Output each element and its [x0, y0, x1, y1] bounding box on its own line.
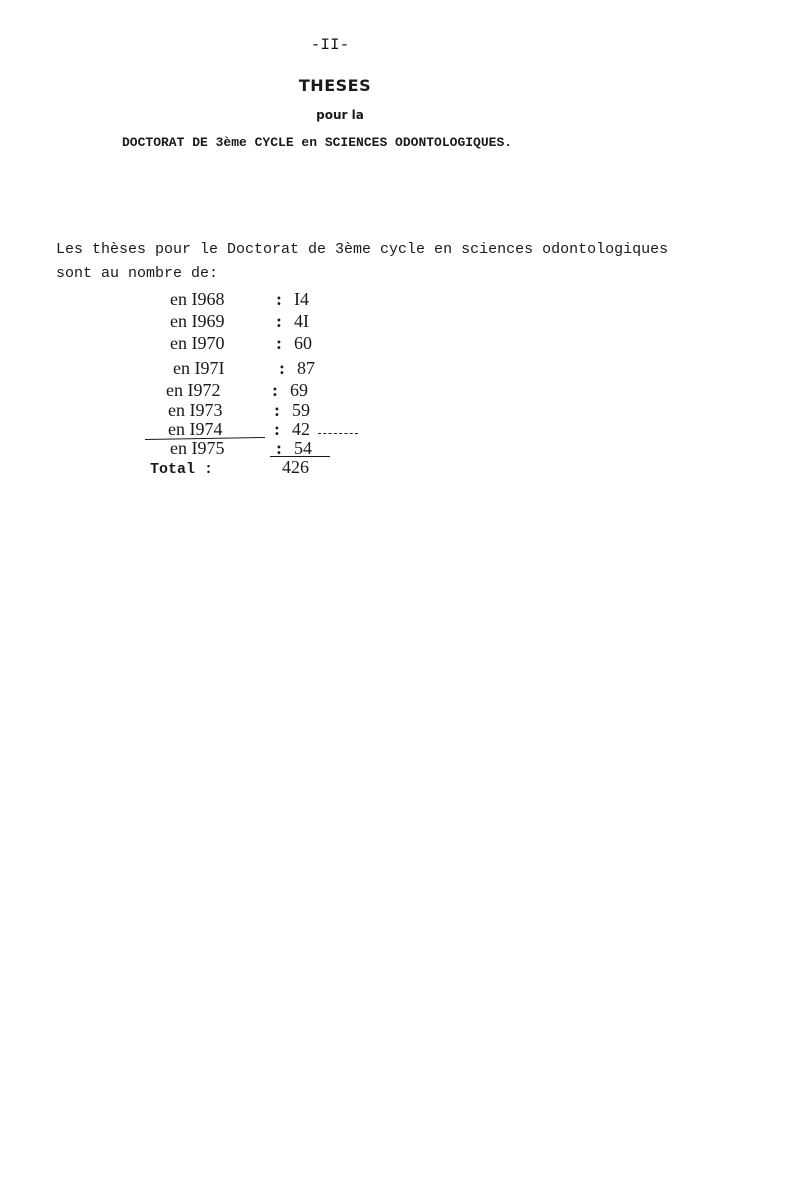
year-count: 87 [297, 358, 315, 378]
year-row-1972 [166, 379, 330, 401]
year-label: en I97I [173, 358, 225, 378]
total-row [150, 456, 309, 478]
year-count: 59 [292, 400, 310, 420]
year-label: en I972 [166, 380, 221, 400]
intro-line-1: Les thèses pour le Doctorat de 3ème cycle en sciences odontologiques [56, 241, 669, 258]
subtitle-pour: pour la [316, 108, 364, 122]
year-count: 60 [294, 333, 312, 353]
separator: : [276, 438, 282, 458]
year-row-1971 [173, 357, 337, 379]
year-count: 4I [294, 311, 309, 331]
separator: : [279, 358, 285, 378]
year-label: en I968 [170, 289, 225, 309]
intro-line-2: sont au nombre de: [56, 265, 219, 282]
separator: : [274, 419, 280, 439]
year-count: 69 [290, 380, 308, 400]
page-number: -II- [310, 36, 350, 54]
total-value: 426 [282, 457, 309, 477]
year-label: en I974 [168, 419, 223, 439]
separator: : [274, 400, 280, 420]
separator: : [272, 380, 278, 400]
year-count: I4 [294, 289, 309, 309]
year-row-1969 [170, 310, 334, 332]
year-row-1970 [170, 332, 334, 354]
year-count: 54 [294, 438, 312, 458]
separator: : [276, 333, 282, 353]
year-label: en I975 [170, 438, 225, 458]
year-count: 42 [292, 419, 310, 439]
year-label: en I969 [170, 311, 225, 331]
dash-after-42 [318, 433, 358, 434]
separator: : [276, 289, 282, 309]
year-label: en I970 [170, 333, 225, 353]
year-row-1968 [170, 288, 334, 310]
total-label: Total : [150, 461, 214, 478]
intro-paragraph [56, 238, 776, 286]
year-label: en I973 [168, 400, 223, 420]
page-title: THESES [298, 76, 372, 95]
subtitle-degree: DOCTORAT DE 3ème CYCLE en SCIENCES ODONTOLOGIQUES. [122, 135, 513, 150]
separator: : [276, 311, 282, 331]
